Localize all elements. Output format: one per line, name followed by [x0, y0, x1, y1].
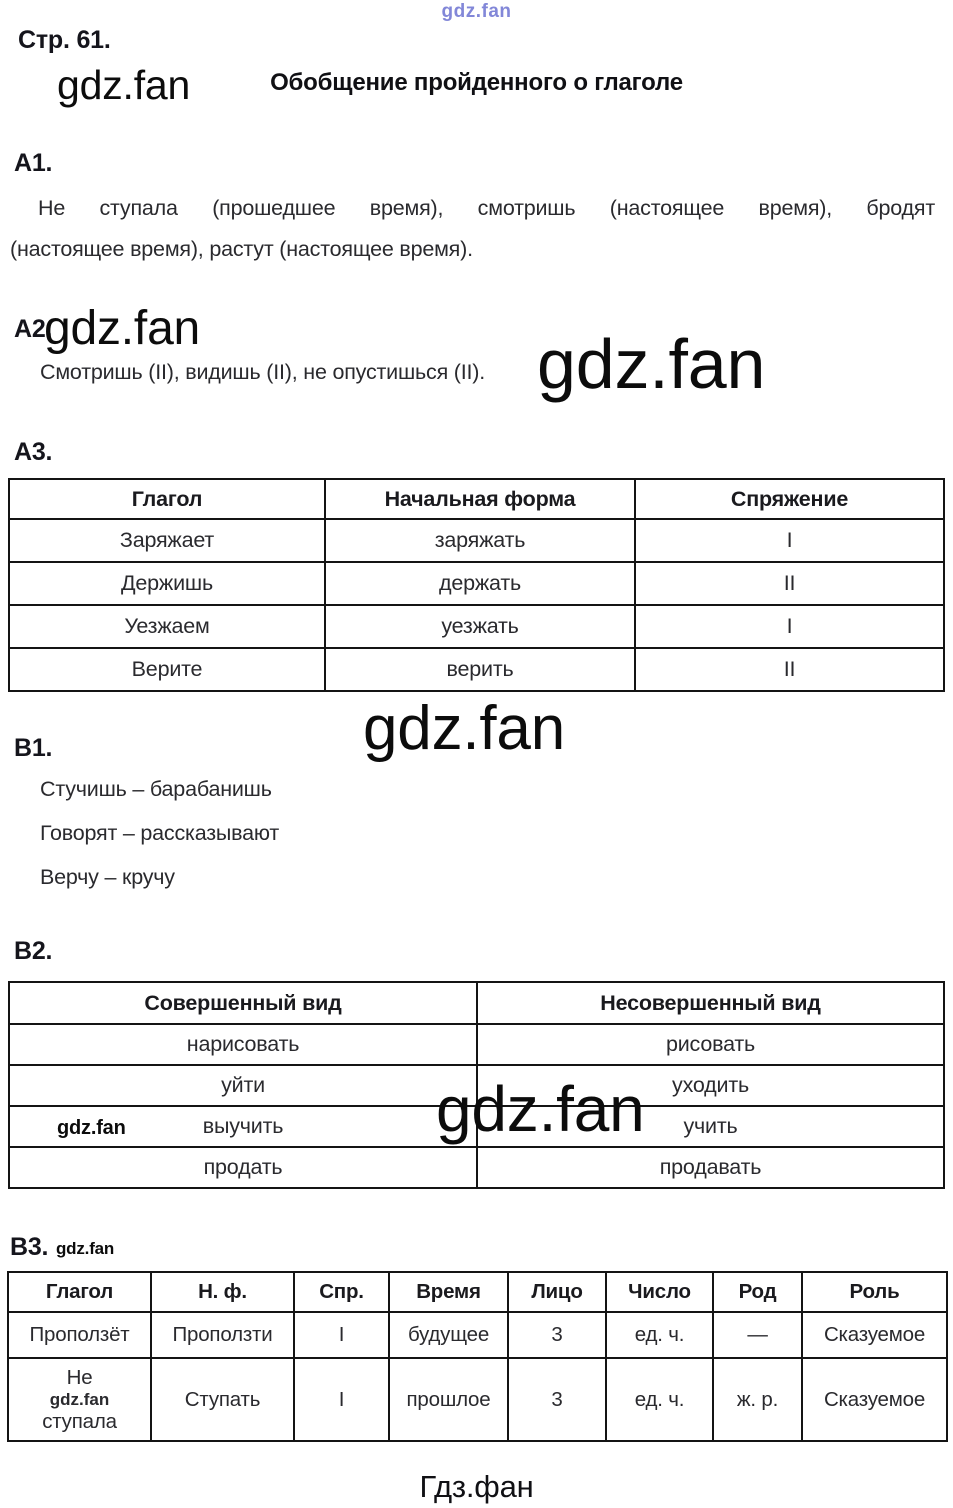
table-cell: Ступать [151, 1358, 294, 1441]
column-header: Роль [802, 1272, 947, 1312]
table-cell: держать [325, 562, 635, 605]
b3-morphology-table [7, 1271, 948, 1442]
table-cell: — [713, 1312, 802, 1358]
table-cell: ед. ч. [606, 1358, 713, 1441]
column-header: Время [389, 1272, 508, 1312]
watermark-gdzfan-b2-small: gdz.fan [57, 1117, 126, 1139]
cell-line: ступала [42, 1409, 117, 1433]
page-title: Обобщение пройденного о глаголе [270, 69, 683, 96]
column-header: Глагол [8, 1272, 151, 1312]
table-row [9, 1024, 944, 1065]
column-header: Совершенный вид [9, 982, 477, 1024]
table-cell: уйти [9, 1065, 477, 1106]
table-cell: I [294, 1312, 389, 1358]
table-row [9, 648, 944, 691]
a1-answer-line-1: Не ступала (прошедшее время), смотришь (настоящее время), бродят [38, 196, 935, 220]
table-row [9, 605, 944, 648]
section-label-b1: В1. [14, 734, 53, 762]
table-row [9, 1065, 944, 1106]
table-cell: прошлое [389, 1358, 508, 1441]
a1-answer-line-2: (настоящее время), растут (настоящее время). [10, 237, 473, 261]
watermark-gdzfan-a2-large: gdz.fan [537, 325, 766, 403]
table-row [9, 562, 944, 605]
section-label-a3: А3. [14, 438, 53, 466]
watermark-gdzfan-header: gdz.fan [57, 62, 191, 108]
table-cell: Держишь [9, 562, 325, 605]
table-cell: Проползёт [8, 1312, 151, 1358]
table-cell: Заряжает [9, 519, 325, 562]
column-header: Спряжение [635, 479, 944, 519]
section-label-a2: А2. [14, 315, 53, 343]
section-label-b3: В3. [10, 1233, 49, 1261]
word-pair: Верчу – кручу [40, 865, 175, 889]
column-header: Начальная форма [325, 479, 635, 519]
table-cell: Верите [9, 648, 325, 691]
a2-answer-text: Смотришь (II), видишь (II), не опустишься (II). [40, 360, 486, 384]
table-cell: 3 [508, 1358, 606, 1441]
table-cell: рисовать [477, 1024, 944, 1065]
table-cell: уходить [477, 1065, 944, 1106]
table-cell: Сказуемое [802, 1312, 947, 1358]
table-header-row [8, 1272, 947, 1312]
column-header: Род [713, 1272, 802, 1312]
table-cell: будущее [389, 1312, 508, 1358]
table-row [9, 1106, 944, 1147]
table-row [8, 1312, 947, 1358]
watermark-gdzfan-b3-small: gdz.fan [56, 1239, 115, 1258]
watermark-gdzfan-a2: gdz.fan [44, 302, 201, 355]
section-label-a1: А1. [14, 149, 53, 177]
table-cell: продать [9, 1147, 477, 1188]
page-number-label: Стр. 61. [18, 26, 111, 54]
table-cell: выучить [9, 1106, 477, 1147]
b1-synonym-pairs [40, 777, 279, 890]
table-cell: учить [477, 1106, 944, 1147]
section-label-b2: В2. [14, 937, 53, 965]
table-row [8, 1358, 947, 1441]
table-cell: верить [325, 648, 635, 691]
column-header: Лицо [508, 1272, 606, 1312]
table-cell: I [294, 1358, 389, 1441]
table-cell: Проползти [151, 1312, 294, 1358]
column-header: Несовершенный вид [477, 982, 944, 1024]
watermark-gdzfan-b2-large: gdz.fan [436, 1073, 645, 1145]
table-cell: Уезжаем [9, 605, 325, 648]
a3-conjugation-table [8, 478, 945, 692]
table-cell: II [635, 648, 944, 691]
table-cell: продавать [477, 1147, 944, 1188]
footer-brand: Гдз.фан [419, 1469, 534, 1504]
table-row [9, 519, 944, 562]
word-pair: Стучишь – барабанишь [40, 777, 272, 801]
column-header: Число [606, 1272, 713, 1312]
cell-line: Не [66, 1365, 93, 1389]
table-cell: Сказуемое [802, 1358, 947, 1441]
watermark-gdzfan-inline: gdz.fan [49, 1389, 110, 1409]
table-cell: ед. ч. [606, 1312, 713, 1358]
table-cell: заряжать [325, 519, 635, 562]
table-cell: I [635, 519, 944, 562]
table-cell: уезжать [325, 605, 635, 648]
table-cell: I [635, 605, 944, 648]
table-cell [8, 1358, 151, 1441]
watermark-gdzfan-b1-large: gdz.fan [363, 694, 565, 763]
table-cell: нарисовать [9, 1024, 477, 1065]
watermark-gdzfan-top: gdz.fan [441, 1, 512, 22]
column-header: Глагол [9, 479, 325, 519]
word-pair: Говорят – рассказывают [40, 821, 279, 845]
b2-aspect-table [8, 981, 945, 1189]
table-cell: ж. р. [713, 1358, 802, 1441]
column-header: Спр. [294, 1272, 389, 1312]
table-header-row [9, 982, 944, 1024]
table-cell: II [635, 562, 944, 605]
table-header-row [9, 479, 944, 519]
table-row [9, 1147, 944, 1188]
table-cell: 3 [508, 1312, 606, 1358]
column-header: Н. ф. [151, 1272, 294, 1312]
